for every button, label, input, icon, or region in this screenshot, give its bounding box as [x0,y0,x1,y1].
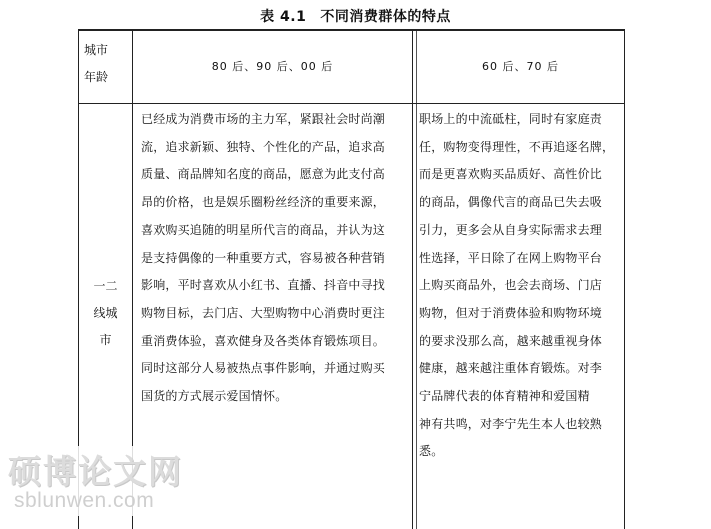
row-label-tier1-2-cities [79,273,132,354]
watermark-url: sblunwen.com [14,489,155,512]
row-label-line: 市 [99,333,112,347]
column-divider-2-inner [416,31,417,529]
column-header-middle-aged: 60 后、70 后 [482,60,559,73]
watermark-chinese: 硕博论文网 [8,452,183,491]
row-label-line: 一二 [93,279,118,293]
corner-header [84,37,108,91]
column-header-young: 80 后、90 后、00 后 [211,60,334,73]
watermark [6,446,196,516]
table-number: 表 4.1 [260,9,307,25]
corner-header-age: 年龄 [84,70,109,84]
header-row-divider [79,103,624,104]
corner-header-city: 城市 [84,43,109,57]
row-label-line: 线城 [93,306,118,320]
table-caption [0,6,711,26]
cell-young-characteristics: 已经成为消费市场的主力军，紧跟社会时尚潮 流，追求新颖、独特、个性化的产品，追求高 质量、商品牌知名度的商品，愿意为此支付高 昂的价格，也是娱乐圈粉丝经济的重要来源， 喜欢购买追随的明星所代言的商品，并认为这 是支持偶像的一种重要方式，容易被各种营销 影响，平时喜欢从小红书、直播、抖音中寻找 购物目标，去门店、大型购物中心消费时更注 重消费体验，喜欢健身及各类体育锻炼项目。 同时这部分人易被热点事件影响，并通过购买 国货的方式展示爱国情怀。 [141,112,386,404]
column-divider-2 [412,31,413,529]
table-title: 不同消费群体的特点 [320,9,451,25]
cell-middle-aged-characteristics: 职场上的中流砥柱，同时有家庭责 任，购物变得理性，不再追逐名牌， 而是更喜欢购买品质好、高性价比 的商品，偶像代言的商品已失去吸 引力，更多会从自身实际需求去理 性选择，平日除了在网上购物平台 上购买商品外，也会去商场、门店 购物，但对于消费体验和购物环境 的要求没那么高，越来越重视身体 健康，越来越注重体育锻炼。对李 宁品牌代表的体育精神和爱国精 神有共鸣，对李宁先生本人也较熟 悉。 [419,112,615,459]
